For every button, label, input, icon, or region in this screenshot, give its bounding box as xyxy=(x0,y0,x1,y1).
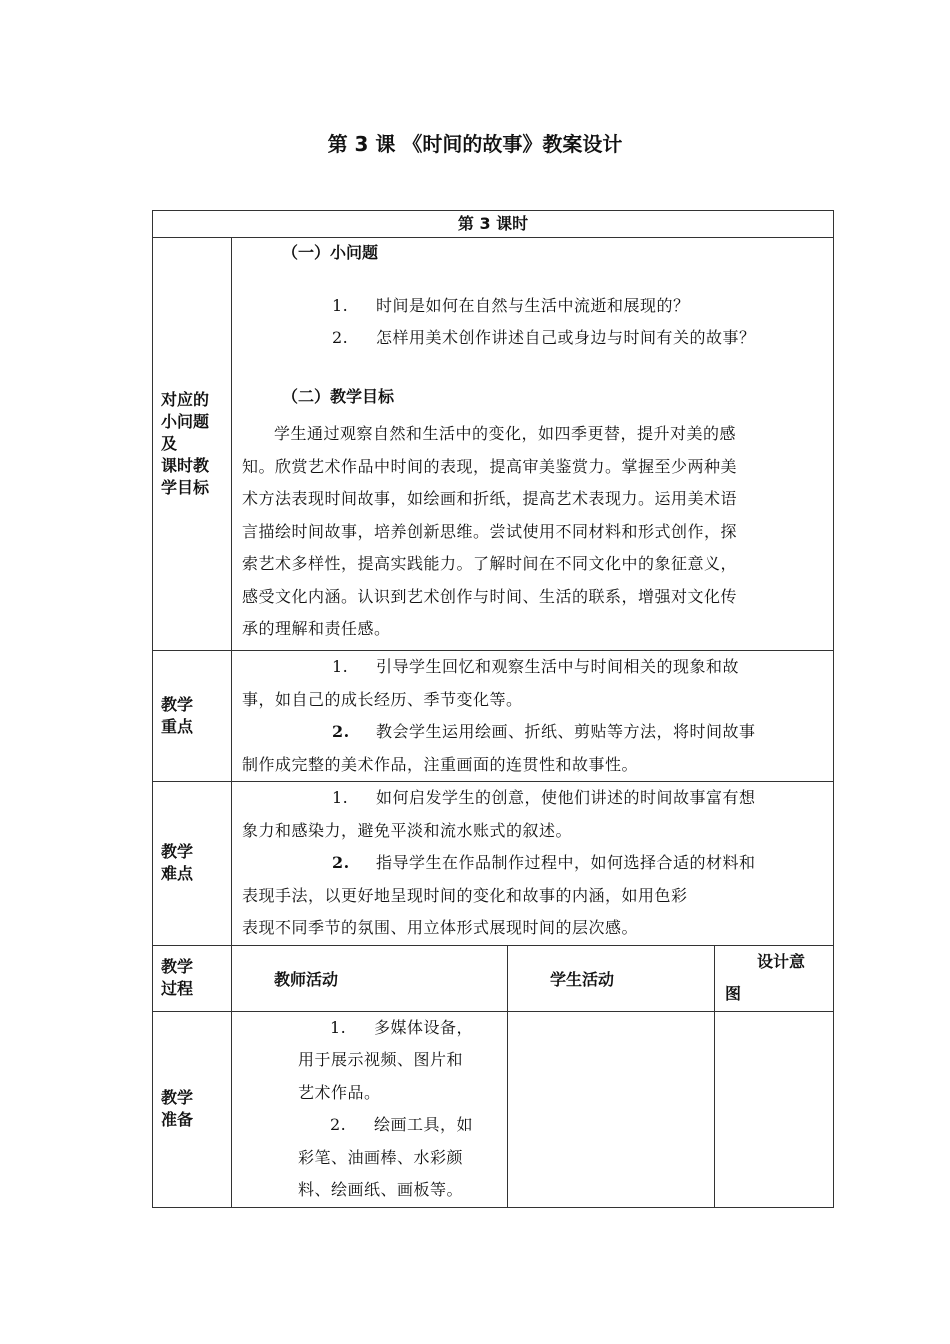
questions-heading: （一）小问题 xyxy=(282,243,379,262)
lesson-plan-table xyxy=(152,210,834,1208)
preparation-student-cell xyxy=(508,1011,715,1207)
document-title: 第 3 课 《时间的故事》教案设计 xyxy=(327,132,623,156)
preparation-item: 2. 绘画工具，如 xyxy=(330,1115,474,1134)
question-item: 1. 时间是如何在自然与生活中流逝和展现的？ xyxy=(332,296,690,315)
objectives-label: 对应的 小问题 及 课时教 学目标 xyxy=(153,238,232,651)
goals-heading: （二）教学目标 xyxy=(282,387,395,406)
preparation-intent-cell xyxy=(715,1011,834,1207)
preparation-item: 1. 多媒体设备， xyxy=(330,1017,474,1037)
difficulty-item: 1. 如何启发学生的创意，使他们讲述的时间故事富有想 xyxy=(332,788,756,807)
preparation-label: 教学 准备 xyxy=(153,1011,232,1207)
difficulties-label: 教学 难点 xyxy=(153,782,232,946)
design-intent-header: 设计意 图 xyxy=(715,945,834,1011)
teacher-activity-header: 教师活动 xyxy=(232,945,508,1011)
process-label: 教学 过程 xyxy=(153,945,232,1011)
objectives-content xyxy=(232,238,834,651)
student-activity-header: 学生活动 xyxy=(508,945,715,1011)
question-item: 2. 怎样用美术创作讲述自己或身边与时间有关的故事？ xyxy=(332,328,756,347)
goals-paragraph: 学生通过观察自然和生活中的变化，如四季更替，提升对美的感 知。欣赏艺术作品中时间的表现，提高审美鉴赏力。掌握至少两种美 术方法表现时间故事，如绘画和折纸，提高艺术表现力。运用美术语 言描绘时间故事，培养创新思维。尝试使用不同材料和形式创作，探 索艺术多样性，提高实践能力。了解时间在不同文化中的象征意义， 感受文化内涵。认识到艺术创作与时间、生活的联系，增强对文化传 承的理解和责任感。 xyxy=(242,424,738,638)
difficulties-content: 1. 如何启发学生的创意，使他们讲述的时间故事富有想 象力和感染力，避免平淡和流水账式的叙述。 2. 指导学生在作品制作过程中，如何选择合适的材料和 表现手法，以更好地呈现时间的变化和故事的内涵，如用色彩 表现不同季节的氛围、用立体形式展现时间的层次感。 xyxy=(232,782,834,946)
key-point-item: 2. 教会学生运用绘画、折纸、剪贴等方法，将时间故事 xyxy=(332,722,756,741)
key-points-label: 教学 重点 xyxy=(153,651,232,782)
period-header: 第 3 课时 xyxy=(153,211,834,238)
difficulty-item: 2. 指导学生在作品制作过程中，如何选择合适的材料和 xyxy=(332,853,756,872)
key-point-item: 1. 引导学生回忆和观察生活中与时间相关的现象和故 xyxy=(332,657,740,676)
key-points-content: 1. 引导学生回忆和观察生活中与时间相关的现象和故 事，如自己的成长经历、季节变化等。 2. 教会学生运用绘画、折纸、剪贴等方法，将时间故事 制作成完整的美术作品，注重画面的连贯性和故事性。 xyxy=(232,651,834,782)
preparation-teacher-content: 1. 多媒体设备， 用于展示视频、图片和 艺术作品。 2. 绘画工具，如 彩笔、油画棒、水彩颜 料、绘画纸、画板等。 xyxy=(232,1011,508,1207)
